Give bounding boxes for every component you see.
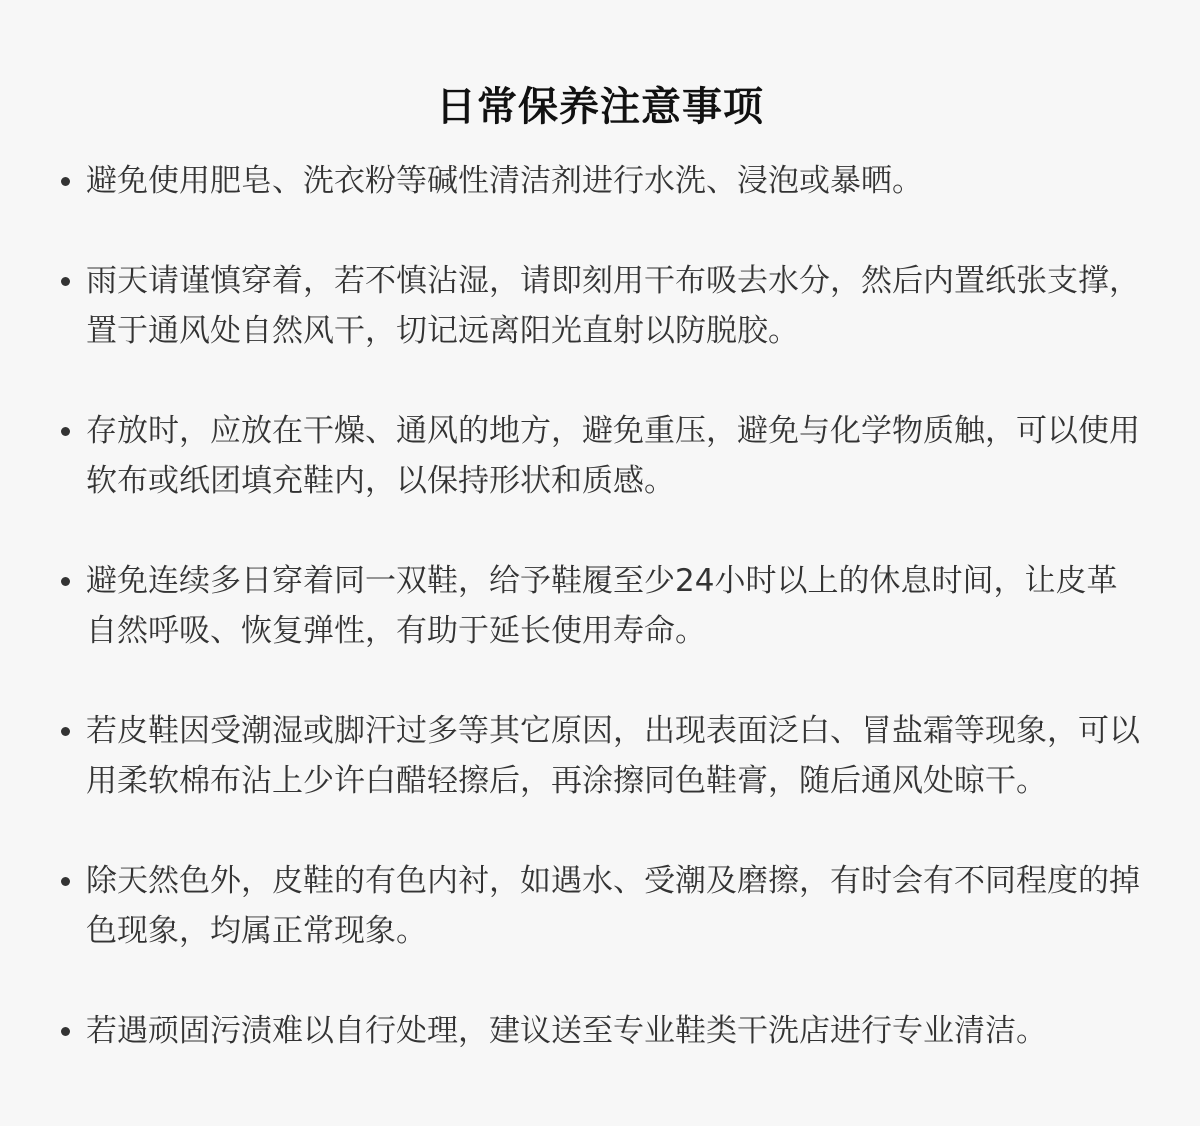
bullet-icon — [61, 277, 70, 286]
bullet-icon — [61, 177, 70, 186]
care-tip-item — [0, 406, 1200, 506]
care-tip-text: 避免使用肥皂、洗衣粉等碱性清洁剂进行水洗、浸泡或暴晒。 — [86, 163, 923, 199]
bullet-icon — [61, 727, 70, 736]
bullet-icon — [61, 577, 70, 586]
care-tip-item — [0, 706, 1200, 806]
care-tip-text: 避免连续多日穿着同一双鞋，给予鞋履至少24小时以上的休息时间，让皮革自然呼吸、恢复弹性，有助于延长使用寿命。 — [86, 563, 1118, 649]
care-tip-text: 存放时，应放在干燥、通风的地方，避免重压，避免与化学物质触，可以使用软布或纸团填充鞋内，以保持形状和质感。 — [86, 413, 1140, 499]
care-tip-text: 除天然色外，皮鞋的有色内衬，如遇水、受潮及磨擦，有时会有不同程度的掉色现象，均属正常现象。 — [86, 863, 1140, 949]
bullet-icon — [61, 877, 70, 886]
care-tip-item — [0, 256, 1200, 356]
care-tip-item — [0, 556, 1200, 656]
bullet-icon — [61, 427, 70, 436]
bullet-icon — [61, 1027, 70, 1036]
care-tip-item — [0, 856, 1200, 956]
page-title: 日常保养注意事项 — [436, 83, 764, 130]
care-tip-text: 若皮鞋因受潮湿或脚汗过多等其它原因，出现表面泛白、冒盐霜等现象，可以用柔软棉布沾上少许白醋轻擦后，再涂擦同色鞋膏，随后通风处晾干。 — [86, 713, 1140, 799]
care-tips-list — [0, 156, 1200, 1106]
care-tip-text: 雨天请谨慎穿着，若不慎沾湿，请即刻用干布吸去水分，然后内置纸张支撑，置于通风处自然风干，切记远离阳光直射以防脱胶。 — [86, 263, 1140, 349]
care-tip-item — [0, 156, 1200, 206]
care-tip-text: 若遇顽固污渍难以自行处理，建议送至专业鞋类干洗店进行专业清洁。 — [86, 1013, 1047, 1049]
care-tip-item — [0, 1006, 1200, 1056]
